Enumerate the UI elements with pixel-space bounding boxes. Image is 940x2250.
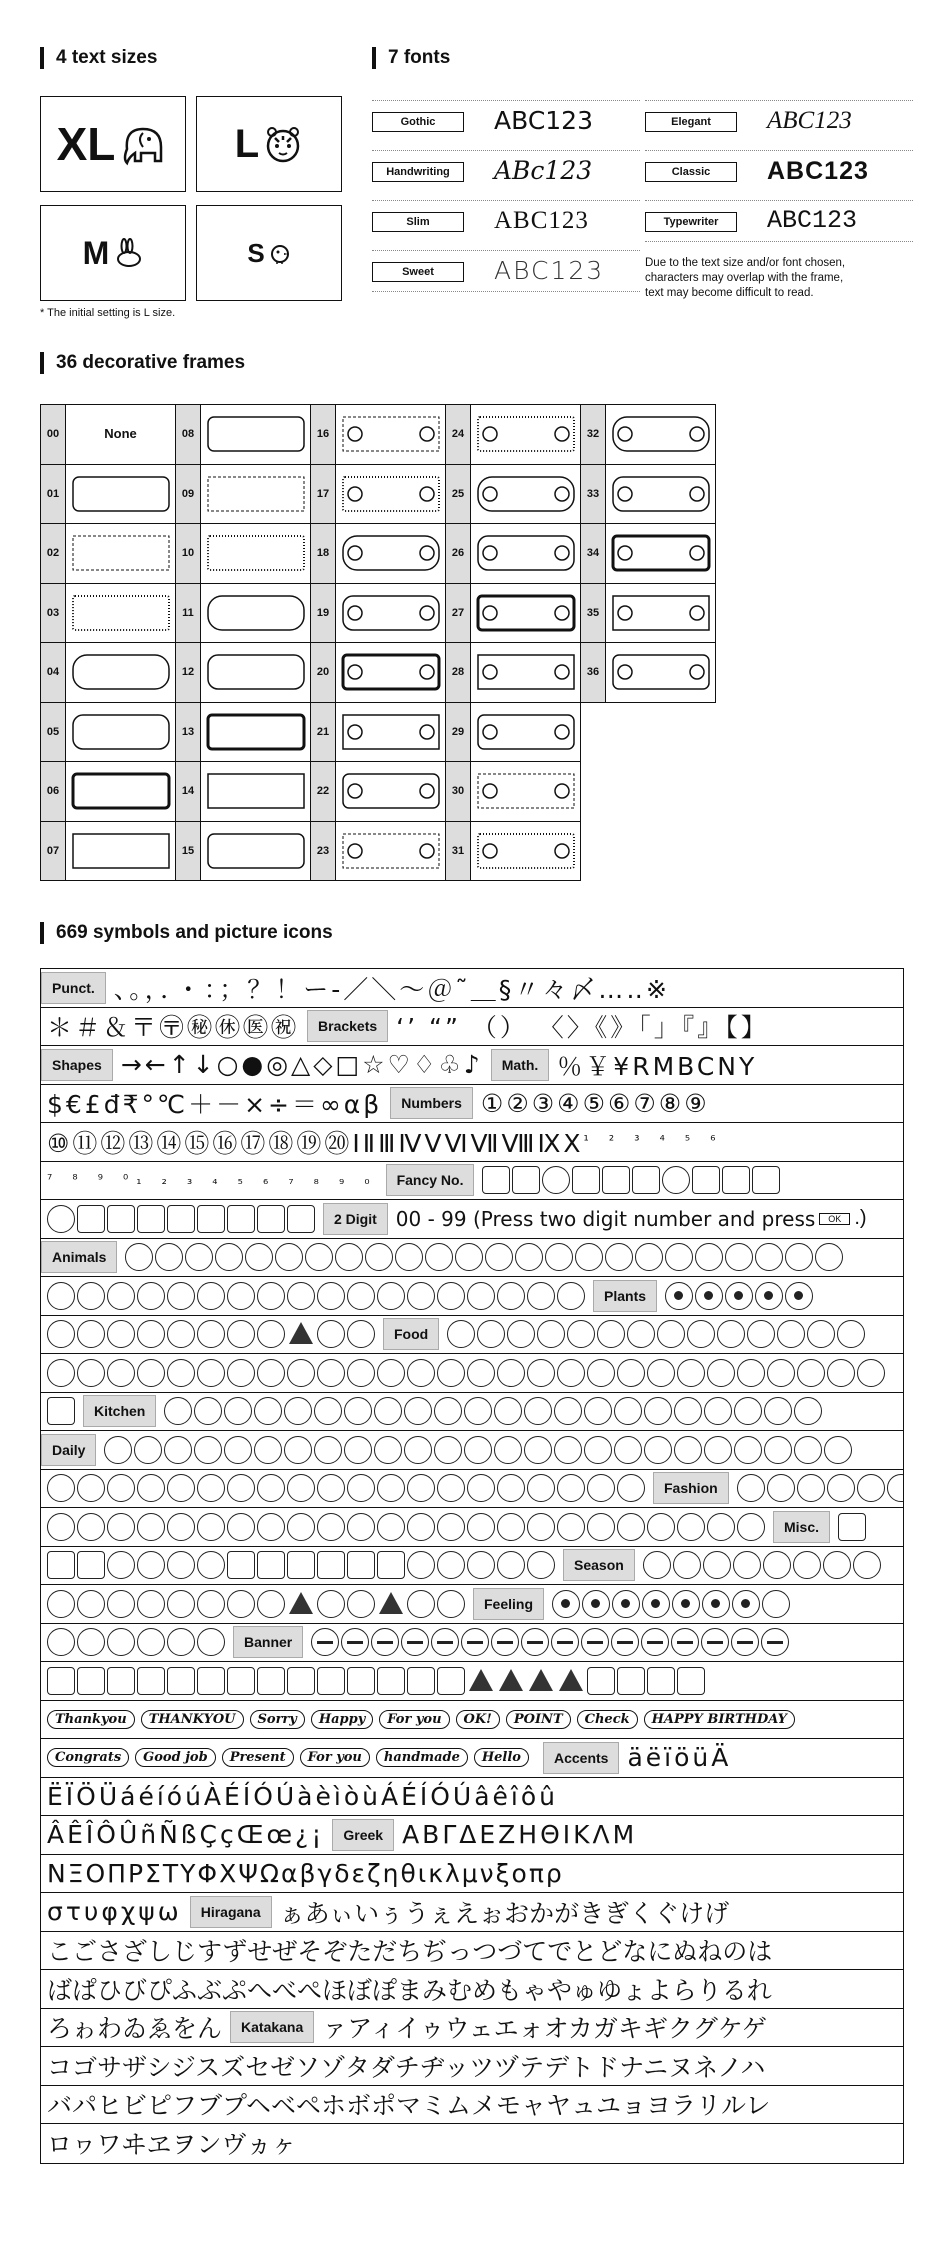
category-misc: Misc.: [773, 1511, 830, 1543]
frame-number: 20: [311, 643, 336, 703]
symbol-row: [41, 1200, 903, 1239]
frame-number: 09: [176, 464, 201, 524]
symbol-row: [41, 1932, 903, 1971]
frame-number: 11: [176, 583, 201, 643]
symbol-row: [41, 1662, 903, 1701]
frame-number: 22: [311, 762, 336, 822]
banner-word-icon: For you: [379, 1710, 449, 1729]
font-row-typewriter: [645, 200, 913, 242]
banner-word-icon: For you: [300, 1748, 370, 1767]
font-sample: ABC123: [767, 206, 858, 235]
frame-preview: [201, 524, 311, 584]
category-plants: Plants: [593, 1280, 657, 1312]
frame-preview: [201, 702, 311, 762]
frames-row: [41, 762, 716, 822]
frame-number: 05: [41, 702, 66, 762]
frame-number: 06: [41, 762, 66, 822]
two-digit-text: 00 - 99 (Press two digit number and press: [395, 1206, 816, 1231]
daily-icons: [47, 1474, 645, 1502]
symbol-row: [41, 1816, 903, 1855]
category-accents: Accents: [543, 1742, 619, 1774]
size-m-box: [40, 205, 186, 301]
frame-number: 19: [311, 583, 336, 643]
symbol-chars: ％￥¥RMBCNY: [557, 1051, 758, 1081]
frame-number: 27: [446, 583, 471, 643]
category-fashion: Fashion: [653, 1472, 729, 1504]
frame-preview: [606, 583, 716, 643]
frame-preview: [471, 643, 581, 703]
feeling-icons: [552, 1590, 790, 1618]
category-season: Season: [563, 1549, 635, 1581]
frame-number: 36: [581, 643, 606, 703]
banner-word-icon: Thankyou: [47, 1710, 135, 1729]
frame-preview: [606, 464, 716, 524]
frame-25-icon: [474, 471, 578, 517]
frame-preview: [471, 464, 581, 524]
plant-icons: [665, 1282, 813, 1310]
banner-word-icon: handmade: [376, 1748, 468, 1767]
frame-23-icon: [339, 828, 443, 874]
frame-18-icon: [339, 530, 443, 576]
frame-preview: [471, 524, 581, 584]
font-name-label: Handwriting: [372, 162, 464, 182]
font-name-label: Classic: [645, 162, 737, 182]
symbol-row: [41, 1354, 903, 1393]
size-s-box: [196, 205, 342, 301]
symbol-chars: $€£đ₹°℃＋－×÷＝∞αβ: [47, 1090, 383, 1120]
symbol-row: [41, 1778, 903, 1817]
font-disclaimer: [645, 256, 845, 301]
frame-27-icon: [474, 590, 578, 636]
symbols-title: 669 symbols and picture icons: [40, 922, 333, 944]
banner-word-icon: OK!: [456, 1710, 500, 1729]
feeling-icons: [47, 1628, 225, 1656]
frame-number: 28: [446, 643, 471, 703]
frame-32-icon: [609, 411, 713, 457]
season-icons: [643, 1551, 881, 1579]
frame-3-icon: [69, 590, 173, 636]
banner-word-icon: THANKYOU: [141, 1710, 244, 1729]
frame-5-icon: [69, 709, 173, 755]
symbol-row: [41, 1008, 903, 1047]
frame-number: 01: [41, 464, 66, 524]
frame-15-icon: [204, 828, 308, 874]
symbol-chars: 、。，．・：；？！ー-／＼～＠˜＿§〃々〆…‥※: [113, 974, 670, 1004]
symbol-chars: こごさざしじすずせぜそぞただちぢっつづてでとどなにぬねのは: [47, 1937, 773, 1967]
frame-number: 00: [41, 405, 66, 465]
frame-4-icon: [69, 649, 173, 695]
frame-number: 26: [446, 524, 471, 584]
font-row-slim: [372, 200, 640, 241]
symbol-chars: äëïöüÄ: [627, 1743, 732, 1773]
frame-preview: [66, 702, 176, 762]
category-feeling: Feeling: [473, 1588, 544, 1620]
tiger-icon: [263, 124, 303, 164]
size-note: * The initial setting is L size.: [40, 307, 176, 319]
symbol-chars: コゴサザシジスズセゼソゾタダチヂッツヅテデトドナニヌネノハ: [47, 2052, 766, 2082]
empty-cell: [581, 762, 716, 822]
symbol-chars: ⑩⑪⑫⑬⑭⑮⑯⑰⑱⑲⑳ⅠⅡⅢⅣⅤⅥⅦⅧⅨⅩ: [47, 1128, 584, 1158]
frame-33-icon: [609, 471, 713, 517]
frame-preview: [336, 524, 446, 584]
category-kitchen: Kitchen: [83, 1395, 156, 1427]
banner-word-icon: Good job: [135, 1748, 216, 1767]
frame-31-icon: [474, 828, 578, 874]
symbol-row: [41, 1085, 903, 1124]
symbol-row: [41, 1046, 903, 1085]
font-name-label: Gothic: [372, 112, 464, 132]
frame-number: 18: [311, 524, 336, 584]
frame-35-icon: [609, 590, 713, 636]
frame-13-icon: [204, 709, 308, 755]
frame-preview: [471, 405, 581, 465]
frame-number: 21: [311, 702, 336, 762]
frame-number: 03: [41, 583, 66, 643]
frame-preview: [471, 583, 581, 643]
frame-9-icon: [204, 471, 308, 517]
symbol-row: [41, 2086, 903, 2125]
font-row-classic: [645, 150, 913, 191]
category-katakana: Katakana: [230, 2011, 314, 2043]
frame-number: 34: [581, 524, 606, 584]
symbol-chars: ろゎわゐゑをん: [47, 2014, 223, 2044]
frame-preview: [201, 762, 311, 822]
plant-icons: [47, 1320, 375, 1348]
font-sample: ABC123: [767, 107, 852, 134]
symbol-row: [41, 1855, 903, 1894]
symbol-row: [41, 1393, 903, 1432]
symbol-chars: ⁷ ⁸ ⁹ ⁰: [47, 1172, 137, 1188]
frame-number: 15: [176, 821, 201, 881]
frame-2-icon: [69, 530, 173, 576]
fashion-icons: [737, 1474, 903, 1502]
symbol-row: [41, 969, 903, 1008]
banner-word-icon: Sorry: [250, 1710, 305, 1729]
frame-preview: [66, 583, 176, 643]
kitchen-icons: [164, 1397, 822, 1425]
symbol-row: [41, 1893, 903, 1932]
symbol-row: [41, 1701, 903, 1740]
frame-10-icon: [204, 530, 308, 576]
frame-number: 33: [581, 464, 606, 524]
frame-20-icon: [339, 649, 443, 695]
frame-preview: [336, 405, 446, 465]
empty-cell: [581, 702, 716, 762]
empty-cell: [581, 821, 716, 881]
frame-preview: [336, 762, 446, 822]
frame-preview: [201, 643, 311, 703]
frame-preview: [66, 405, 176, 465]
frame-preview: [66, 762, 176, 822]
symbol-chars: →←↑↓○●◎△◇□☆♡♢♧♪: [120, 1050, 483, 1080]
category-hiragana: Hiragana: [190, 1896, 272, 1928]
frame-12-icon: [204, 649, 308, 695]
font-name-label: Sweet: [372, 262, 464, 282]
symbol-row: [41, 1970, 903, 2009]
symbol-row: [41, 1547, 903, 1586]
frame-30-icon: [474, 768, 578, 814]
frame-number: 13: [176, 702, 201, 762]
frame-number: 17: [311, 464, 336, 524]
frame-number: 24: [446, 405, 471, 465]
frame-preview: [471, 762, 581, 822]
symbol-row: [41, 1123, 903, 1162]
symbol-chars: στυφχψω: [47, 1897, 182, 1927]
animal-icons: [47, 1282, 585, 1310]
banner-word-icon: Present: [222, 1748, 294, 1767]
font-sample: ABC123: [494, 256, 605, 285]
misc-icons: [47, 1551, 555, 1579]
symbol-row: [41, 2124, 903, 2163]
frames-title: 36 decorative frames: [40, 352, 245, 374]
frame-22-icon: [339, 768, 443, 814]
disclaimer-line: text may become difficult to read.: [645, 287, 814, 299]
font-row-sweet: [372, 250, 640, 292]
frame-number: 30: [446, 762, 471, 822]
frame-preview: [606, 405, 716, 465]
frame-preview: [336, 702, 446, 762]
frame-number: 14: [176, 762, 201, 822]
frame-preview: [471, 702, 581, 762]
fashion-icons: [47, 1513, 765, 1541]
font-name-label: Slim: [372, 212, 464, 232]
frame-28-icon: [474, 649, 578, 695]
frame-preview: [66, 464, 176, 524]
frame-7-icon: [69, 828, 173, 874]
frame-17-icon: [339, 471, 443, 517]
frame-number: 31: [446, 821, 471, 881]
frame-29-icon: [474, 709, 578, 755]
frame-preview: [66, 524, 176, 584]
food-icons: [47, 1359, 885, 1387]
size-l-label: L: [234, 121, 260, 166]
frame-number: 25: [446, 464, 471, 524]
frame-number: 10: [176, 524, 201, 584]
frame-number: 32: [581, 405, 606, 465]
category-brackets: Brackets: [307, 1010, 388, 1042]
frame-6-icon: [69, 768, 173, 814]
font-sample: ABC123: [494, 207, 589, 234]
symbol-row: [41, 2009, 903, 2048]
frame-preview: [336, 464, 446, 524]
frame-number: 35: [581, 583, 606, 643]
banner-icons: [311, 1628, 789, 1656]
frames-row: [41, 583, 716, 643]
frame-number: 04: [41, 643, 66, 703]
frames-row: [41, 405, 716, 465]
symbol-chars: ¹ ² ³ ⁴ ⁵ ⁶: [583, 1134, 724, 1150]
symbol-row: [41, 1162, 903, 1201]
banner-icons: [47, 1667, 705, 1695]
symbol-row: [41, 1624, 903, 1663]
two-digit-end: .): [854, 1207, 867, 1230]
size-xl-box: [40, 96, 186, 192]
frame-preview: [201, 821, 311, 881]
misc-icons: [838, 1513, 866, 1541]
frames-row: [41, 702, 716, 762]
symbol-chars: ァアィイゥウェエォオカガキギクグケゲ: [322, 2014, 767, 2044]
frame-preview: [471, 821, 581, 881]
frame-1-icon: [69, 471, 173, 517]
frame-number: 23: [311, 821, 336, 881]
fancy-number-icons: [47, 1205, 315, 1233]
fancy-number-icons: [482, 1166, 780, 1194]
category-punct: Punct.: [41, 972, 106, 1004]
animal-icons: [125, 1243, 843, 1271]
size-s-label: S: [247, 237, 265, 268]
symbol-row: [41, 2047, 903, 2086]
frames-row: [41, 464, 716, 524]
symbol-chars: ËÏÖÜáéíóúÀÉÍÓÚàèìòùÁÉÍÓÚâêîôû: [47, 1781, 558, 1811]
chick-icon: [269, 242, 291, 264]
size-l-box: [196, 96, 342, 192]
frames-grid: [40, 404, 716, 881]
symbol-row: [41, 1316, 903, 1355]
symbol-row: [41, 1739, 903, 1778]
frame-36-icon: [609, 649, 713, 695]
category-math: Math.: [491, 1049, 550, 1081]
banner-word-icon: POINT: [506, 1710, 571, 1729]
symbol-row: [41, 1508, 903, 1547]
category-banner: Banner: [233, 1626, 303, 1658]
symbol-chars: ΑΒΓΔΕΖΗΘΙΚΛΜ: [402, 1820, 638, 1850]
ok-key-icon: OK: [819, 1213, 850, 1225]
frame-preview: [66, 643, 176, 703]
frame-14-icon: [204, 768, 308, 814]
symbol-row: [41, 1585, 903, 1624]
frame-16-icon: [339, 411, 443, 457]
frame-26-icon: [474, 530, 578, 576]
category-food: Food: [383, 1318, 439, 1350]
frame-24-icon: [474, 411, 578, 457]
symbol-chars: ₁ ₂ ₃ ₄ ₅ ₆ ₇ ₈ ₉ ₀: [136, 1172, 378, 1188]
category-daily: Daily: [41, 1434, 96, 1466]
fonts-title: 7 fonts: [372, 47, 450, 69]
symbol-row: [41, 1470, 903, 1509]
size-xl-label: XL: [56, 118, 116, 170]
frame-none-label: None: [104, 426, 137, 442]
symbol-row: [41, 1431, 903, 1470]
frames-row: [41, 643, 716, 703]
banner-word-icon: Check: [577, 1710, 638, 1729]
category-numbers: Numbers: [390, 1087, 473, 1119]
font-sample: ABc123: [494, 156, 593, 185]
disclaimer-line: characters may overlap with the frame,: [645, 272, 844, 284]
category-shapes: Shapes: [41, 1049, 113, 1081]
frame-preview: [201, 583, 311, 643]
frames-row: [41, 524, 716, 584]
frame-preview: [606, 643, 716, 703]
font-name-label: Typewriter: [645, 212, 737, 232]
banner-word-icon: Congrats: [47, 1748, 129, 1767]
symbol-chars: ‘’ “” （） 〈〉《》「」『』【】: [396, 1013, 769, 1043]
frame-preview: [336, 821, 446, 881]
size-m-label: M: [82, 234, 110, 271]
frame-number: 12: [176, 643, 201, 703]
symbol-row: [41, 1239, 903, 1278]
frame-preview: [201, 464, 311, 524]
daily-icons: [104, 1436, 852, 1464]
frame-number: 29: [446, 702, 471, 762]
category-2-digit: 2 Digit: [323, 1203, 388, 1235]
category-animals: Animals: [41, 1241, 117, 1273]
frame-19-icon: [339, 590, 443, 636]
frame-preview: [336, 643, 446, 703]
category-fancy-no: Fancy No.: [386, 1164, 475, 1196]
frame-preview: [201, 405, 311, 465]
frame-34-icon: [609, 530, 713, 576]
banner-word-icon: Happy: [311, 1710, 373, 1729]
frame-preview: [336, 583, 446, 643]
symbol-chars: ÂÊÎÔÛñÑßÇçŒœ¿¡: [47, 1820, 325, 1850]
font-name-label: Elegant: [645, 112, 737, 132]
symbol-chars: ばぱひびぴふぶぷへべぺほぼぽまみむめもゃやゅゆょよらりるれ: [47, 1975, 772, 2005]
rabbit-icon: [113, 238, 143, 268]
frame-number: 07: [41, 821, 66, 881]
sizes-title: 4 text sizes: [40, 47, 157, 69]
frame-number: 02: [41, 524, 66, 584]
season-icons: [47, 1590, 465, 1618]
disclaimer-line: Due to the text size and/or font chosen,: [645, 257, 846, 269]
font-row-elegant: [645, 100, 913, 141]
font-sample: ABC123: [767, 157, 869, 185]
category-greek: Greek: [332, 1819, 394, 1851]
banner-word-icon: Hello: [474, 1748, 529, 1767]
symbol-chars: ①②③④⑤⑥⑦⑧⑨: [480, 1088, 710, 1118]
font-row-handwriting: [372, 150, 640, 191]
font-sample: ABC123: [494, 106, 593, 135]
food-icons: [47, 1397, 75, 1425]
symbol-chars: ΝΞΟΠΡΣΤΥΦΧΨΩαβγδεζηθικλμνξοπρ: [47, 1858, 564, 1888]
elephant-icon: [119, 119, 169, 169]
symbol-chars: ＊＃＆〒〶㊙㊡㊩㊗: [47, 1013, 300, 1043]
symbols-table: [40, 968, 904, 2164]
food-icons: [447, 1320, 865, 1348]
symbol-chars: ぁあぃいぅうぇえぉおかがきぎくぐけげ: [279, 1898, 730, 1928]
frame-preview: [66, 821, 176, 881]
frame-8-icon: [204, 411, 308, 457]
frames-row: [41, 821, 716, 881]
symbol-chars: バパヒビピフブプヘベペホボポマミムメモャヤュユョヨラリルレ: [47, 2091, 771, 2121]
banner-word-icon: HAPPY BIRTHDAY: [644, 1710, 795, 1729]
frame-preview: [606, 524, 716, 584]
symbol-row: [41, 1277, 903, 1316]
symbol-chars: ロヮワヰヱヲンヴヵヶ: [47, 2130, 297, 2160]
frame-number: 08: [176, 405, 201, 465]
frame-11-icon: [204, 590, 308, 636]
font-row-gothic: [372, 100, 640, 141]
frame-21-icon: [339, 709, 443, 755]
frame-number: 16: [311, 405, 336, 465]
